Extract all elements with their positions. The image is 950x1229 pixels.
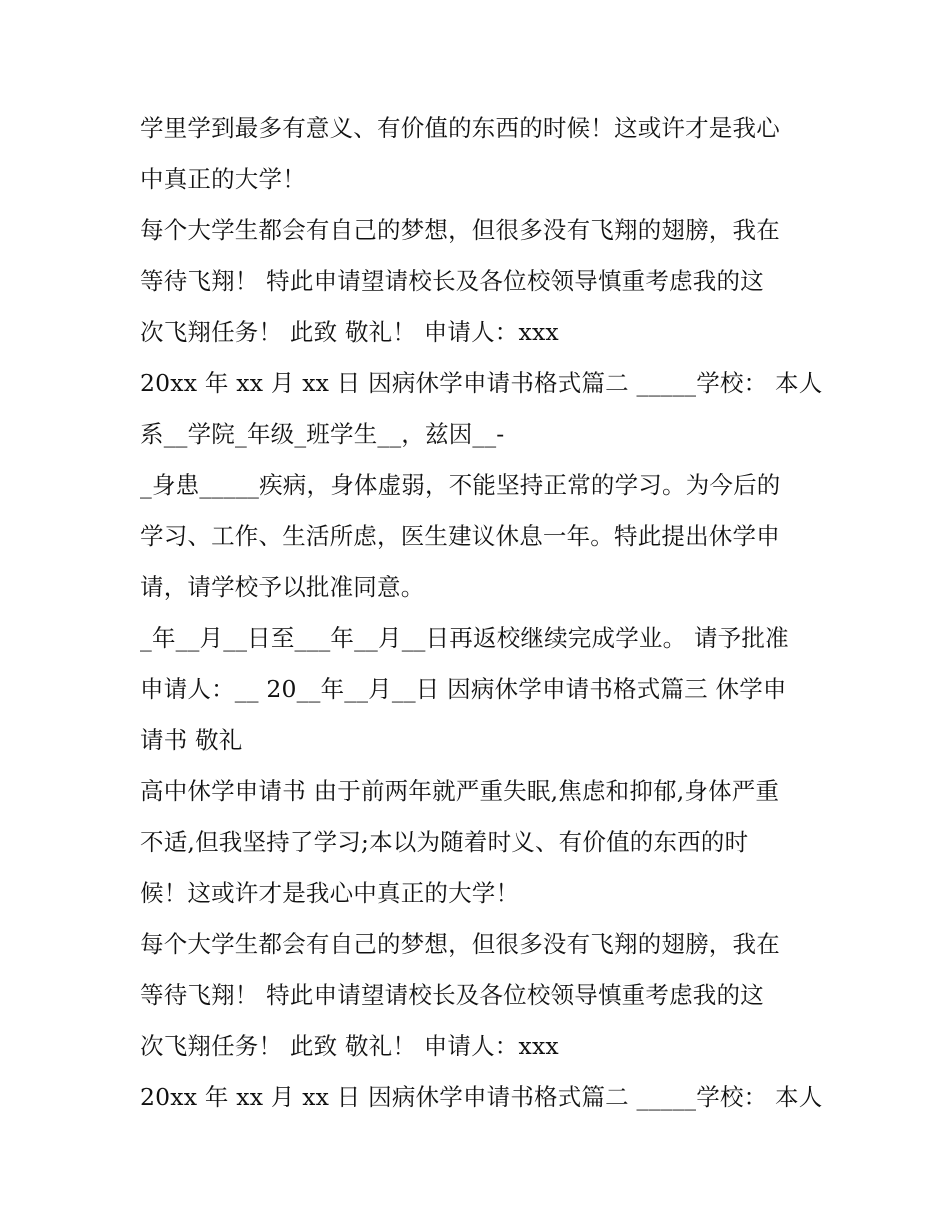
text-line: _年__月__日至___年__月__日再返校继续完成学业。 请予批准 [140,624,789,652]
text-line: 请，请学校予以批准同意。 [140,573,425,601]
text-line: 每个大学生都会有自己的梦想，但很多没有飞翔的翅膀，我在 [140,930,780,958]
text-line: 学里学到最多有意义、有价值的东西的时候！这或许才是我心 [140,114,780,142]
text-line: 20xx 年 xx 月 xx 日 因病休学申请书格式篇二 _____学校： 本人 [140,369,823,397]
text-line: 次飞翔任务！ 此致 敬礼！ 申请人：xxx [140,318,559,346]
text-line: 20xx 年 xx 月 xx 日 因病休学申请书格式篇二 _____学校： 本人 [140,1083,823,1111]
text-line: 申请人：__ 20__年__月__日 因病休学申请书格式篇三 休学申 [140,675,787,703]
text-line: 等待飞翔！ 特此申请望请校长及各位校领导慎重考虑我的这 [140,267,764,295]
text-line: 学习、工作、生活所虑，医生建议休息一年。特此提出休学申 [140,522,780,550]
text-line: 中真正的大学！ [140,165,306,193]
text-line: 每个大学生都会有自己的梦想，但很多没有飞翔的翅膀，我在 [140,216,780,244]
text-line: 系__学院_年级_班学生__，兹因__- [140,420,505,448]
text-line: 高中休学申请书 由于前两年就严重失眠,焦虑和抑郁,身体严重 [140,777,780,805]
text-line: 不适,但我坚持了学习;本以为随着时义、有价值的东西的时 [140,828,749,856]
text-line: 请书 敬礼 [140,726,243,754]
text-line: 候！这或许才是我心中真正的大学！ [140,879,520,907]
text-line: 次飞翔任务！ 此致 敬礼！ 申请人：xxx [140,1032,559,1060]
text-line: 等待飞翔！ 特此申请望请校长及各位校领导慎重考虑我的这 [140,981,764,1009]
text-line: _身患_____疾病，身体虚弱，不能坚持正常的学习。为今后的 [140,471,781,499]
document-body [140,103,823,1123]
